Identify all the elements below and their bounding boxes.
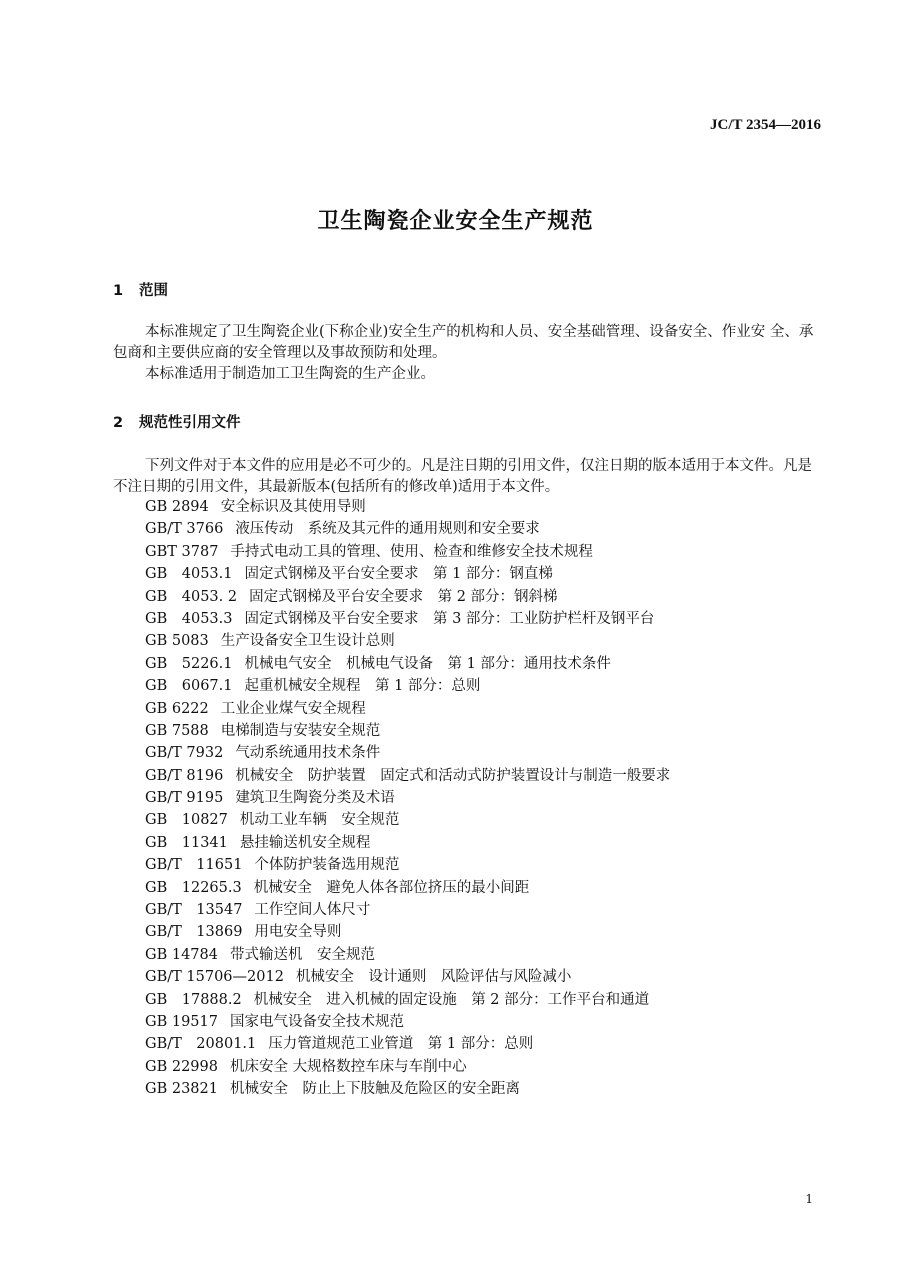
reference-title: 机械安全 避免人体各部位挤压的最小间距: [253, 879, 530, 896]
reference-title: 带式输送机 安全规范: [229, 946, 375, 963]
reference-title: 机床安全 大规格数控车床与车削中心: [229, 1058, 467, 1075]
reference-code: GB/T 20801.1: [145, 1036, 257, 1053]
reference-item: [145, 989, 825, 1011]
reference-code: GB/T 13547: [145, 902, 243, 919]
reference-title: 建筑卫生陶瓷分类及术语: [235, 790, 395, 807]
reference-code: GB/T 11651: [145, 857, 243, 874]
section-heading-normative-references: [113, 411, 241, 432]
reference-title: 安全标识及其使用导则: [220, 499, 366, 515]
reference-code: GB 7588: [145, 722, 209, 739]
reference-code: GB 5226.1: [145, 655, 233, 672]
reference-code: GB 17888.2: [145, 991, 242, 1008]
reference-code: GB 4053.3: [145, 610, 233, 627]
reference-title: 液压传动 系统及其元件的通用规则和安全要求: [235, 521, 540, 538]
reference-item: [145, 1033, 825, 1055]
reference-title: 固定式钢梯及平台安全要求 第 2 部分：钢斜梯: [249, 588, 558, 605]
reference-title: 个体防护装备选用规范: [254, 857, 400, 874]
reference-title: 国家电气设备安全技术规范: [229, 1013, 404, 1030]
reference-title: 机械电气安全 机械电气设备 第 1 部分：通用技术条件: [244, 655, 611, 672]
reference-title: 手持式电动工具的管理、使用、检查和维修安全技术规程: [230, 543, 593, 560]
reference-item: [145, 496, 825, 518]
reference-code: GB 14784: [145, 946, 218, 963]
reference-title: 生产设备安全卫生设计总则: [220, 633, 395, 650]
reference-item: [145, 742, 825, 764]
reference-code: GB/T 9195: [145, 790, 224, 807]
reference-item: [145, 1078, 825, 1100]
reference-item: [145, 854, 825, 876]
document-title: 卫生陶瓷企业安全生产规范: [317, 209, 594, 234]
reference-item: [145, 832, 825, 854]
scope-paragraph-1: 本标准规定了卫生陶瓷企业(下称企业)安全生产的机构和人员、安全基础管理、设备安全、作业安 全、承包商和主要供应商的安全管理以及事故预防和处理。: [113, 324, 814, 361]
reference-item: [145, 765, 825, 787]
reference-code: GB/T 7932: [145, 745, 224, 762]
section-title: 规范性引用文件: [139, 415, 241, 431]
reference-item: [145, 877, 825, 899]
reference-item: [145, 541, 825, 563]
reference-item: [145, 698, 825, 720]
reference-code: GB 19517: [145, 1013, 218, 1030]
reference-item: [145, 944, 825, 966]
reference-code: GB 22998: [145, 1058, 218, 1075]
reference-code: GB 11341: [145, 834, 228, 851]
reference-item: [145, 966, 825, 988]
reference-title: 气动系统通用技术条件: [235, 745, 381, 762]
reference-title: 电梯制造与安装安全规范: [220, 722, 381, 739]
reference-item: [145, 675, 825, 697]
reference-code: GB 10827: [145, 812, 228, 829]
reference-item: [145, 809, 825, 831]
reference-title: 机械安全 防止上下肢触及危险区的安全距离: [229, 1081, 520, 1098]
reference-item: [145, 921, 825, 943]
reference-code: GB 23821: [145, 1081, 218, 1098]
reference-code: GB 5083: [145, 633, 209, 650]
reference-item: [145, 608, 825, 630]
reference-title: 机械安全 防护装置 固定式和活动式防护装置设计与制造一般要求: [235, 767, 671, 784]
reference-item: [145, 1011, 825, 1033]
reference-title: 工作空间人体尺寸: [254, 902, 371, 919]
reference-title: 起重机械安全规程 第 1 部分：总则: [244, 678, 481, 695]
reference-code: GB 12265.3: [145, 879, 242, 896]
reference-title: 工业企业煤气安全规程: [220, 700, 366, 717]
reference-title: 用电安全导则: [254, 924, 342, 941]
reference-title: 压力管道规范工业管道 第 1 部分：总则: [268, 1036, 534, 1053]
section-heading-scope: [113, 279, 168, 300]
reference-item: [145, 653, 825, 675]
reference-item: [145, 899, 825, 921]
reference-code: GB 6067.1: [145, 678, 233, 695]
reference-item: [145, 518, 825, 540]
document-code: JC/T 2354—2016: [710, 117, 821, 133]
reference-item: [145, 720, 825, 742]
reference-title: 悬挂输送机安全规程: [239, 834, 371, 851]
reference-item: [145, 787, 825, 809]
reference-title: 机械安全 设计通则 风险评估与风险减小: [295, 969, 572, 986]
reference-code: GB/T 15706—2012: [145, 969, 284, 986]
section-title: 范围: [139, 283, 168, 299]
reference-item: [145, 586, 825, 608]
scope-paragraph-2: 本标准适用于制造加工卫生陶瓷的生产企业。: [145, 366, 435, 382]
reference-item: [145, 630, 825, 652]
section-number: 2: [113, 415, 124, 431]
reference-code: GB 2894: [145, 499, 209, 515]
reference-list: [145, 496, 825, 1101]
reference-code: GB 6222: [145, 700, 209, 717]
reference-title: 固定式钢梯及平台安全要求 第 1 部分：钢直梯: [244, 566, 553, 583]
reference-item: [145, 1056, 825, 1078]
reference-item: [145, 563, 825, 585]
reference-title: 机械安全 进入机械的固定设施 第 2 部分：工作平台和通道: [253, 991, 650, 1008]
section-number: 1: [113, 283, 124, 299]
reference-code: GB 4053.1: [145, 566, 233, 583]
reference-code: GB/T 13869: [145, 924, 243, 941]
reference-title: 机动工业车辆 安全规范: [239, 812, 400, 829]
references-intro-paragraph: 下列文件对于本文件的应用是必不可少的。凡是注日期的引用文件，仅注日期的版本适用于本文件。凡是不注日期的引用文件，其最新版本(包括所有的修改单)适用于本文件。: [113, 458, 812, 495]
reference-title: 固定式钢梯及平台安全要求 第 3 部分：工业防护栏杆及钢平台: [244, 610, 655, 627]
reference-code: GB/T 8196: [145, 767, 224, 784]
page-number: 1: [805, 1192, 813, 1206]
reference-code: GB 4053. 2: [145, 588, 238, 605]
reference-code: GBT 3787: [145, 543, 219, 560]
reference-code: GB/T 3766: [145, 521, 224, 538]
